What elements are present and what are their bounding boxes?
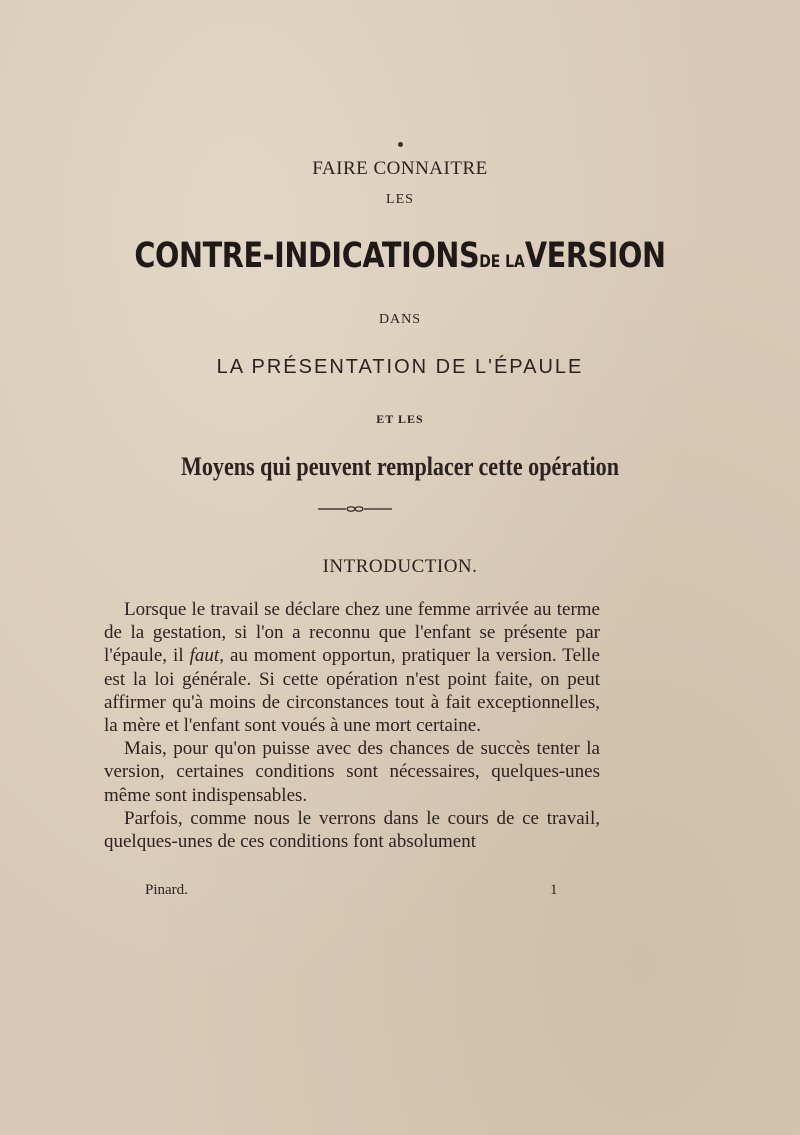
- paragraph-1-emphasis: faut: [189, 645, 220, 667]
- section-title: INTRODUCTION.: [322, 556, 478, 577]
- paragraph-3: Parfois, comme nous le verrons dans le cours de ce travail, quelques-unes de ces conditions font absolument: [104, 807, 600, 853]
- main-title-part-3: VERSION: [524, 236, 666, 276]
- main-title: [72, 236, 728, 276]
- heading-line-5: ET LES: [376, 412, 424, 426]
- subtitle: Moyens qui peuvent remplacer cette opération: [180, 452, 620, 481]
- footer-signature: Pinard.: [145, 882, 188, 898]
- heading-line-1: FAIRE CONNAITRE: [312, 158, 488, 179]
- main-title-part-1: CONTRE-INDICATIONS: [134, 236, 480, 276]
- paragraph-2: Mais, pour qu'on puisse avec des chances de succès tenter la version, certaines conditions sont nécessaires, quelques-unes même sont indispensables.: [104, 738, 600, 806]
- heading-line-4: LA PRÉSENTATION DE L'ÉPAULE: [216, 356, 584, 378]
- heading-line-2: LES: [386, 192, 414, 207]
- ornament-divider: [318, 502, 392, 516]
- body-text: [104, 598, 600, 853]
- paragraph-1-part-a: Lorsque le travail se déclare chez une femme arrivée au terme de la gestation, si l'on a reconnu que l'enfant se présente par l'épaule, il: [104, 599, 600, 667]
- paragraph-1: [104, 598, 600, 737]
- ink-dot: [398, 142, 403, 147]
- heading-line-3: DANS: [378, 312, 422, 327]
- main-title-part-2: DE LA: [479, 252, 525, 272]
- page-number: 1: [550, 882, 558, 898]
- paragraph-1-part-b: , au moment opportun, pratiquer la version. Telle est la loi générale. Si cette opération n'est point faite, on peut affirmer qu'à moins de circonstances tout à fait exceptionnelles, la mère et l'enfant sont voués à une mort certaine.: [104, 645, 600, 737]
